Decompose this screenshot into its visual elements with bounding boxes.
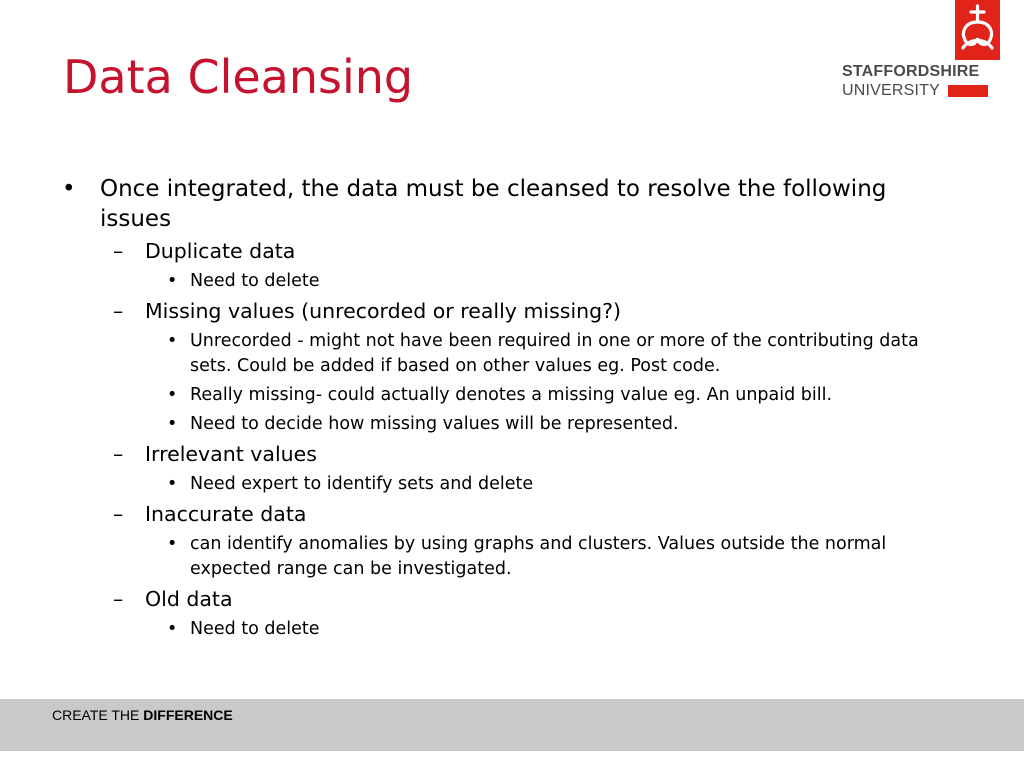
sub-bullet-old-data (0, 585, 1024, 613)
logo-line-2: UNIVERSITY (842, 82, 941, 99)
point-item (0, 472, 1024, 497)
sub-bullet-text: Irrelevant values (145, 442, 317, 466)
logo-line-1: STAFFORDSHIRE (842, 63, 980, 80)
staffordshire-university-logo (840, 0, 1000, 102)
main-bullet (0, 174, 1024, 234)
slide-title: Data Cleansing (63, 50, 414, 104)
point-item (0, 532, 1024, 582)
logo-line-2-row (842, 81, 988, 100)
dash-bullet-icon: – (113, 239, 124, 263)
point-item (0, 269, 1024, 294)
point-item (0, 383, 1024, 408)
point-item (0, 412, 1024, 437)
sub-bullet-inaccurate-data (0, 500, 1024, 528)
sub-bullet-text: Missing values (unrecorded or really missing?) (145, 299, 622, 323)
bullet-dot-icon: • (167, 534, 178, 554)
point-text: Need expert to identify sets and delete (190, 474, 534, 494)
point-text: Need to delete (190, 619, 320, 639)
footer-prefix: CREATE THE (52, 707, 140, 723)
bullet-dot-icon: • (62, 176, 76, 202)
sub-bullet-text: Old data (145, 587, 233, 611)
point-text: can identify anomalies by using graphs and clusters. Values outside the normal expected range can be investigated. (190, 534, 887, 579)
bullet-dot-icon: • (167, 385, 178, 405)
sub-bullet-duplicate-data (0, 237, 1024, 265)
footer-tagline (52, 707, 233, 723)
point-text: Really missing- could actually denotes a missing value eg. An unpaid bill. (190, 385, 833, 405)
point-item (0, 617, 1024, 642)
sub-bullet-missing-values (0, 297, 1024, 325)
bullet-dot-icon: • (167, 331, 178, 351)
logo-red-bar (948, 85, 988, 97)
sub-bullet-irrelevant-values (0, 440, 1024, 468)
main-bullet-text: Once integrated, the data must be cleansed to resolve the following issues (100, 176, 887, 232)
bullet-dot-icon: • (167, 414, 178, 434)
point-item (0, 329, 1024, 379)
dash-bullet-icon: – (113, 299, 124, 323)
dash-bullet-icon: – (113, 502, 124, 526)
sub-bullet-text: Duplicate data (145, 239, 296, 263)
bullet-dot-icon: • (167, 271, 178, 291)
bullet-dot-icon: • (167, 619, 178, 639)
footer-emphasis: DIFFERENCE (143, 707, 233, 723)
point-text: Unrecorded - might not have been required in one or more of the contributing data sets. Could be added if based on other values eg. Post code. (190, 331, 919, 376)
sub-bullet-text: Inaccurate data (145, 502, 307, 526)
bullet-dot-icon: • (167, 474, 178, 494)
logo-wordmark (842, 62, 988, 100)
footer-bar (0, 699, 1024, 751)
point-text: Need to decide how missing values will be represented. (190, 414, 679, 434)
dash-bullet-icon: – (113, 442, 124, 466)
university-knot-emblem-icon (955, 0, 1000, 60)
point-text: Need to delete (190, 271, 320, 291)
dash-bullet-icon: – (113, 587, 124, 611)
slide-content (0, 174, 1024, 642)
